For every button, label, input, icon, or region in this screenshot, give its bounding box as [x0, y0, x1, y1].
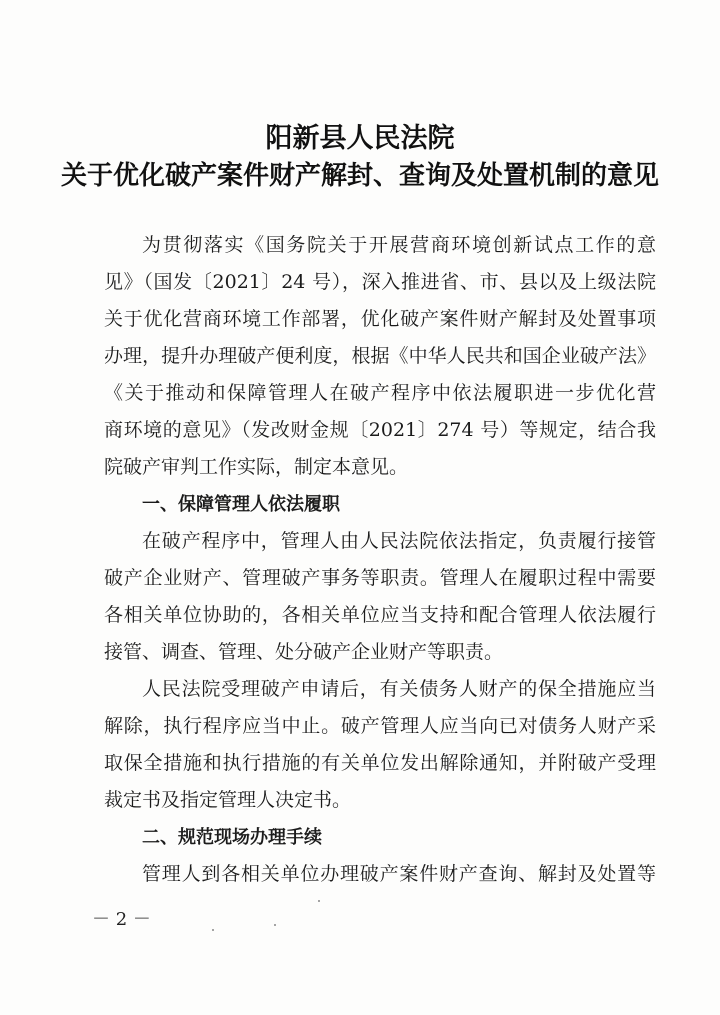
- scan-speck: [212, 929, 214, 931]
- scan-speck: [274, 924, 276, 926]
- text-line: 各相关单位协助的，各相关单位应当支持和配合管理人依法履行: [104, 604, 656, 626]
- text-line: 管理人到各相关单位办理破产案件财产查询、解封及处置等: [142, 863, 656, 885]
- text-line: 取保全措施和执行措施的有关单位发出解除通知，并附破产受理: [104, 752, 656, 774]
- text-line: 见》（国发〔2021〕24 号），深入推进省、市、县以及上级法院: [104, 271, 656, 293]
- text-line: 裁定书及指定管理人决定书。: [104, 789, 352, 811]
- document-body: [104, 227, 656, 893]
- text-line: 为贯彻落实《国务院关于开展营商环境创新试点工作的意: [142, 234, 656, 256]
- section-heading-2: 二、规范现场办理手续: [142, 827, 322, 848]
- text-line: 院破产审判工作实际，制定本意见。: [104, 456, 409, 478]
- text-line: 《关于推动和保障管理人在破产程序中依法履职进一步优化营: [104, 382, 656, 404]
- text-line: 商环境的意见》（发改财金规〔2021〕274 号）等规定，结合我: [104, 419, 656, 441]
- text-line: 在破产程序中，管理人由人民法院依法指定，负责履行接管: [142, 530, 656, 552]
- section1-paragraph-1: [104, 523, 656, 671]
- page-number: － 2 －: [92, 909, 151, 930]
- text-line: 关于优化营商环境工作部署，优化破产案件财产解封及处置事项: [104, 308, 656, 330]
- section-heading-1: 一、保障管理人依法履职: [142, 494, 340, 515]
- text-line: 解除，执行程序应当中止。破产管理人应当向已对债务人财产采: [104, 715, 656, 737]
- document-title-subject: 关于优化破产案件财产解封、查询及处置机制的意见: [60, 161, 659, 191]
- intro-paragraph: [104, 227, 656, 486]
- text-line: 破产企业财产、管理破产事务等职责。管理人在履职过程中需要: [104, 567, 656, 589]
- scan-speck: [318, 900, 320, 902]
- text-line: 人民法院受理破产申请后，有关债务人财产的保全措施应当: [142, 678, 656, 700]
- document-title-court: 阳新县人民法院: [265, 123, 455, 154]
- text-line: 办理，提升办理破产便利度，根据《中华人民共和国企业破产法》: [104, 345, 656, 367]
- section1-paragraph-2: [104, 671, 656, 819]
- text-line: 接管、调查、管理、处分破产企业财产等职责。: [104, 641, 504, 663]
- section2-paragraph-1: [104, 856, 656, 893]
